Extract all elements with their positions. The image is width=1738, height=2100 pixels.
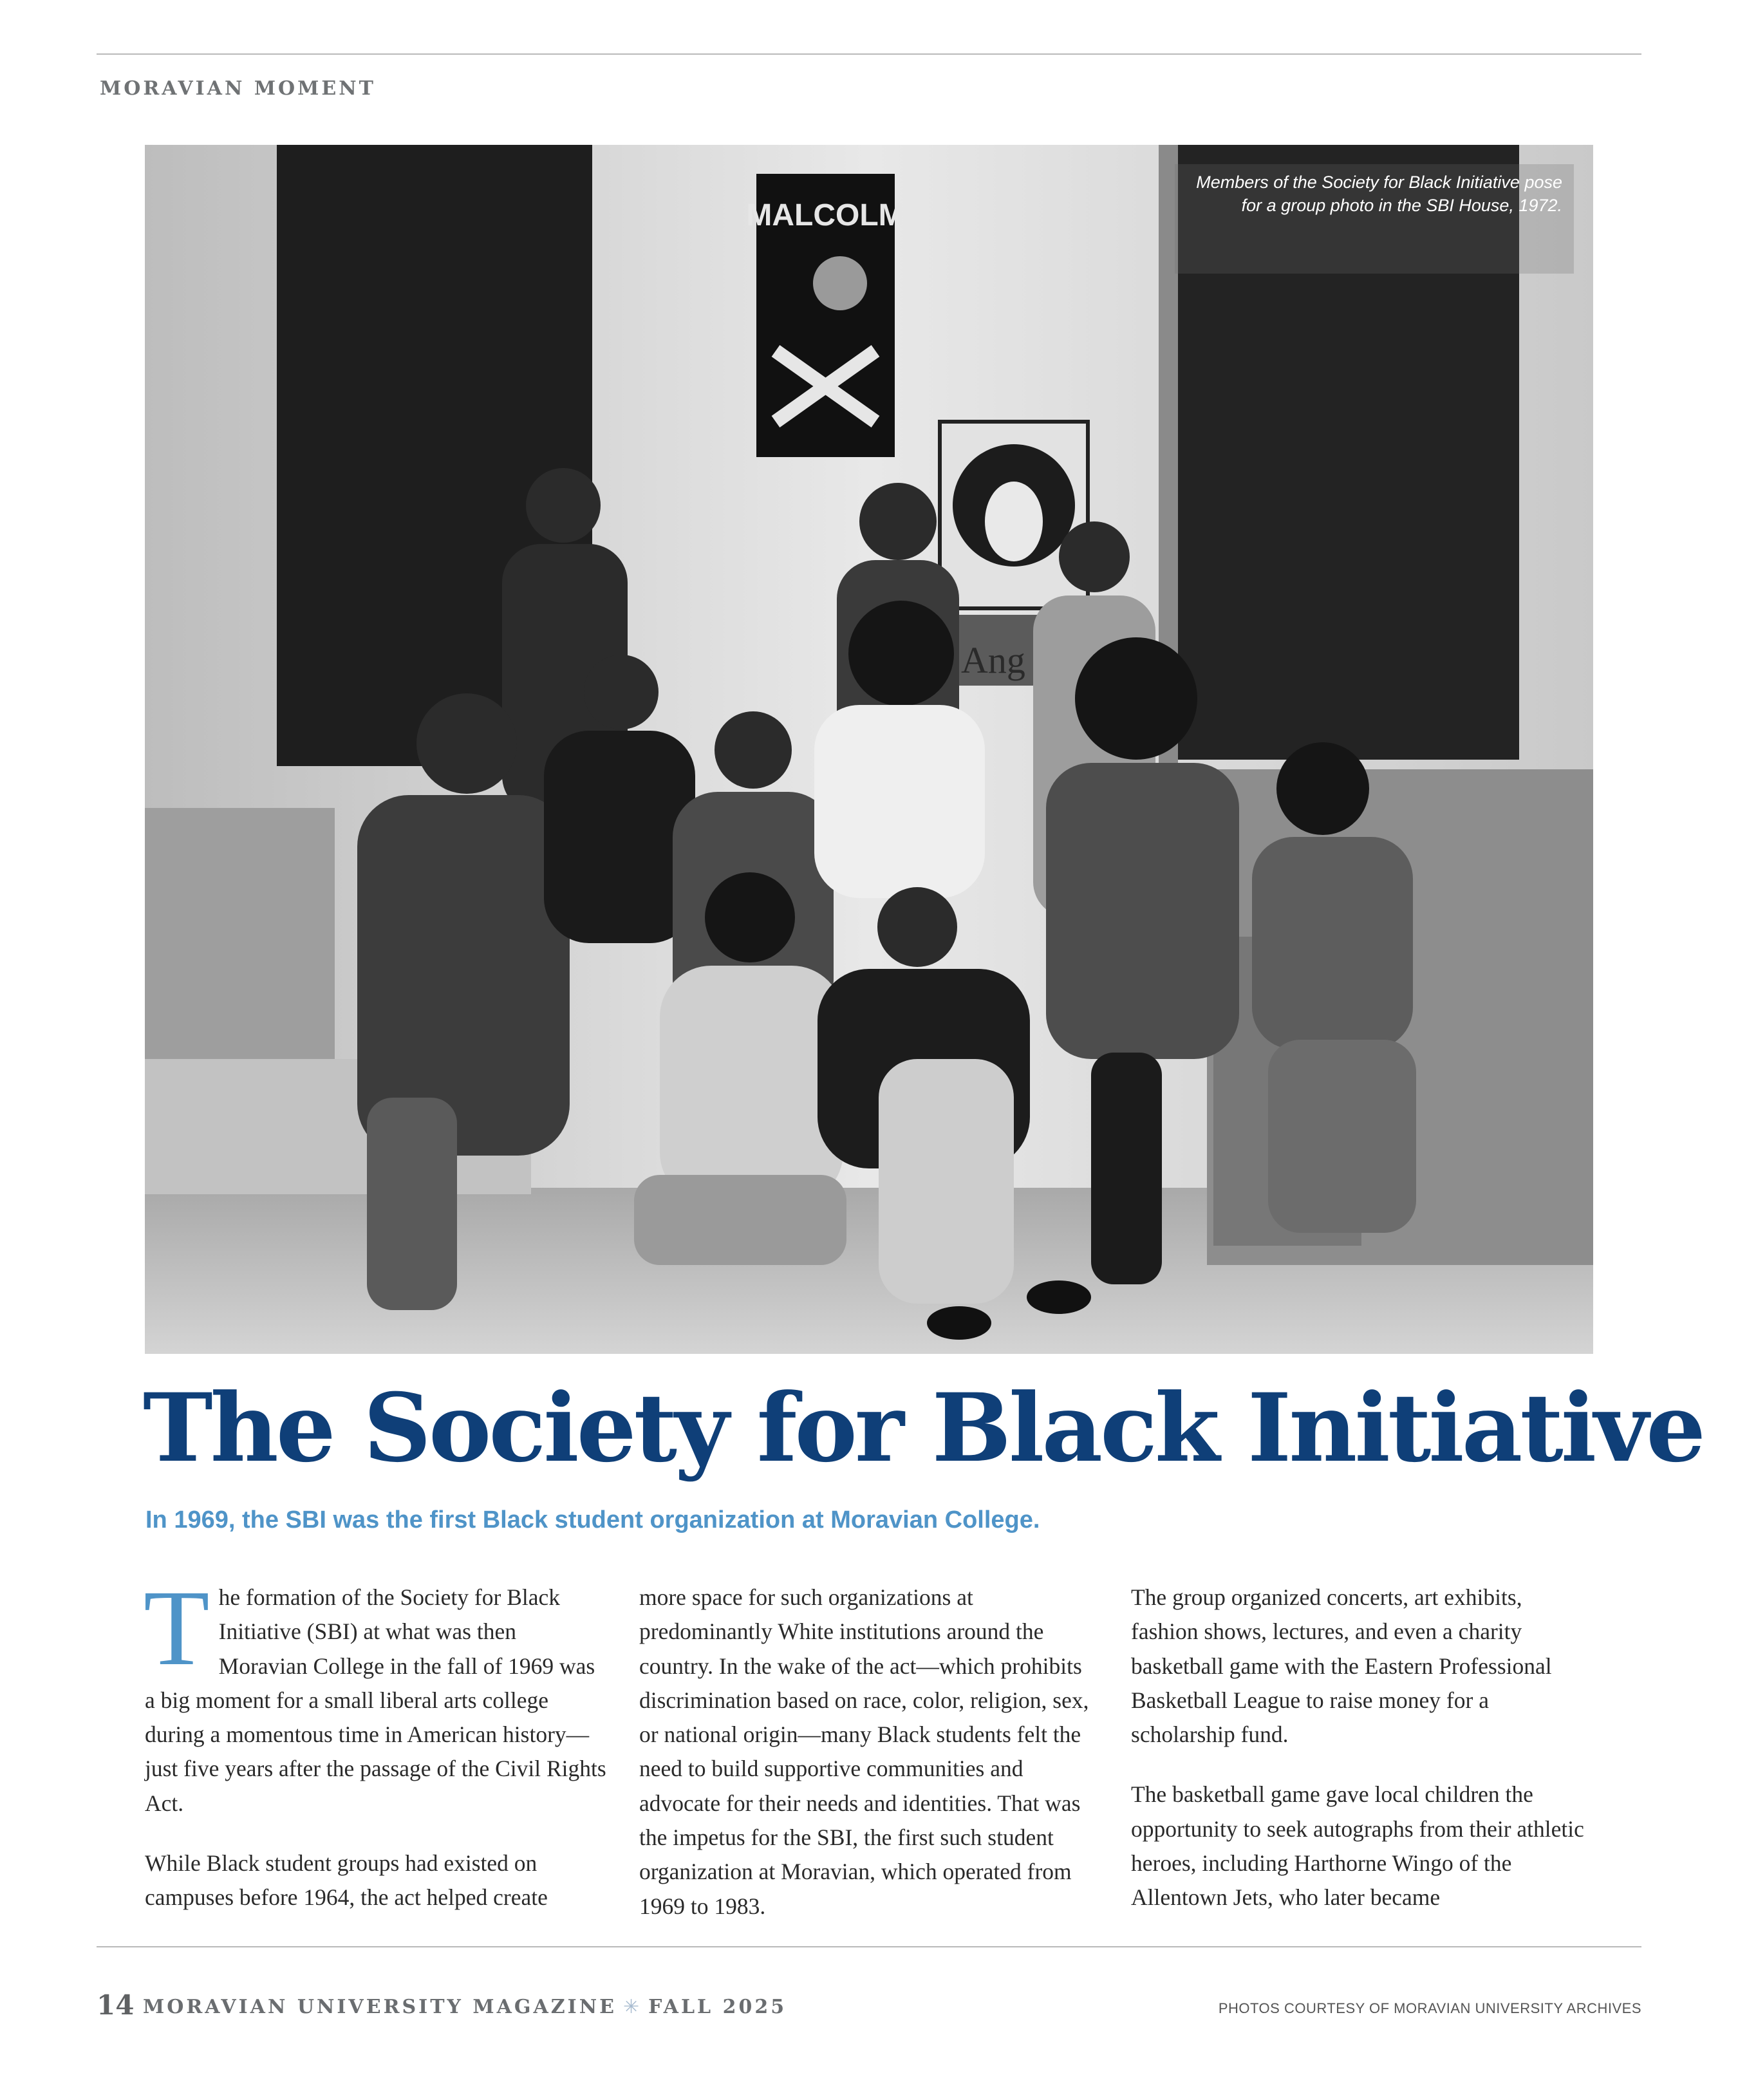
- paragraph-1-text: he formation of the Society for Black Initiative (SBI) at what was then Moravian College in the fall of 1969 was a big moment for a small liberal arts college during a momentous time in American history—just five years after the passage of the Civil Rights Act.: [145, 1584, 606, 1816]
- drop-cap: T: [144, 1568, 210, 1688]
- page-number: 14: [97, 1989, 135, 2021]
- column-1: [144, 1568, 608, 1941]
- footer-magazine: [143, 1996, 787, 2018]
- deck: In 1969, the SBI was the first Black student organization at Moravian College.: [145, 1506, 1040, 1533]
- paragraph-5: The basketball game gave local children the opportunity to seek autographs from their athletic heroes, including Harthorne Wingo of the Allentown Jets, who later became: [1131, 1781, 1584, 1911]
- paragraph-4: The group organized concerts, art exhibits, fashion shows, lectures, and even a charity basketball game with the Eastern Professional Basketball League to raise money for a scholarship fund.: [1131, 1584, 1552, 1748]
- column-3: [1131, 1580, 1594, 1941]
- paragraph-3: more space for such organizations at predominantly White institutions around the country. In the wake of the act—which prohibits discrimination based on race, color, religion, sex, or national origin—many Black students felt the need to build supportive communities and advocate for their needs and identities. That was the impetus for the SBI, the first such student organization at Moravian, which operated from 1969 to 1983.: [639, 1584, 1089, 1919]
- paragraph-2: While Black student groups had existed on campuses before 1964, the act helped create: [145, 1850, 548, 1911]
- magazine-name: MORAVIAN UNIVERSITY MAGAZINE: [143, 1996, 617, 2018]
- bottom-rule: [97, 1946, 1641, 1947]
- group-photo: [145, 145, 1593, 1354]
- star-icon: ✳: [623, 1996, 642, 2018]
- poster-title: MALCOLM: [746, 198, 904, 232]
- photo-credit: PHOTOS COURTESY OF MORAVIAN UNIVERSITY ARCHIVES: [1218, 2000, 1641, 2016]
- section-label: MORAVIAN MOMENT: [100, 77, 376, 100]
- photo-illustration: [145, 145, 1593, 1354]
- headline: The Society for Black Initiative: [143, 1373, 1704, 1483]
- column-2: [639, 1580, 1103, 1949]
- photo-caption: Members of the Society for Black Initiative pose for a group photo in the SBI House, 1972.: [1196, 173, 1562, 215]
- poster-caption: Ang: [961, 639, 1025, 681]
- issue-label: FALL 2025: [648, 1996, 787, 2018]
- malcolm-poster: [746, 174, 904, 457]
- paragraph-1: [144, 1568, 608, 1821]
- top-rule: [97, 53, 1641, 55]
